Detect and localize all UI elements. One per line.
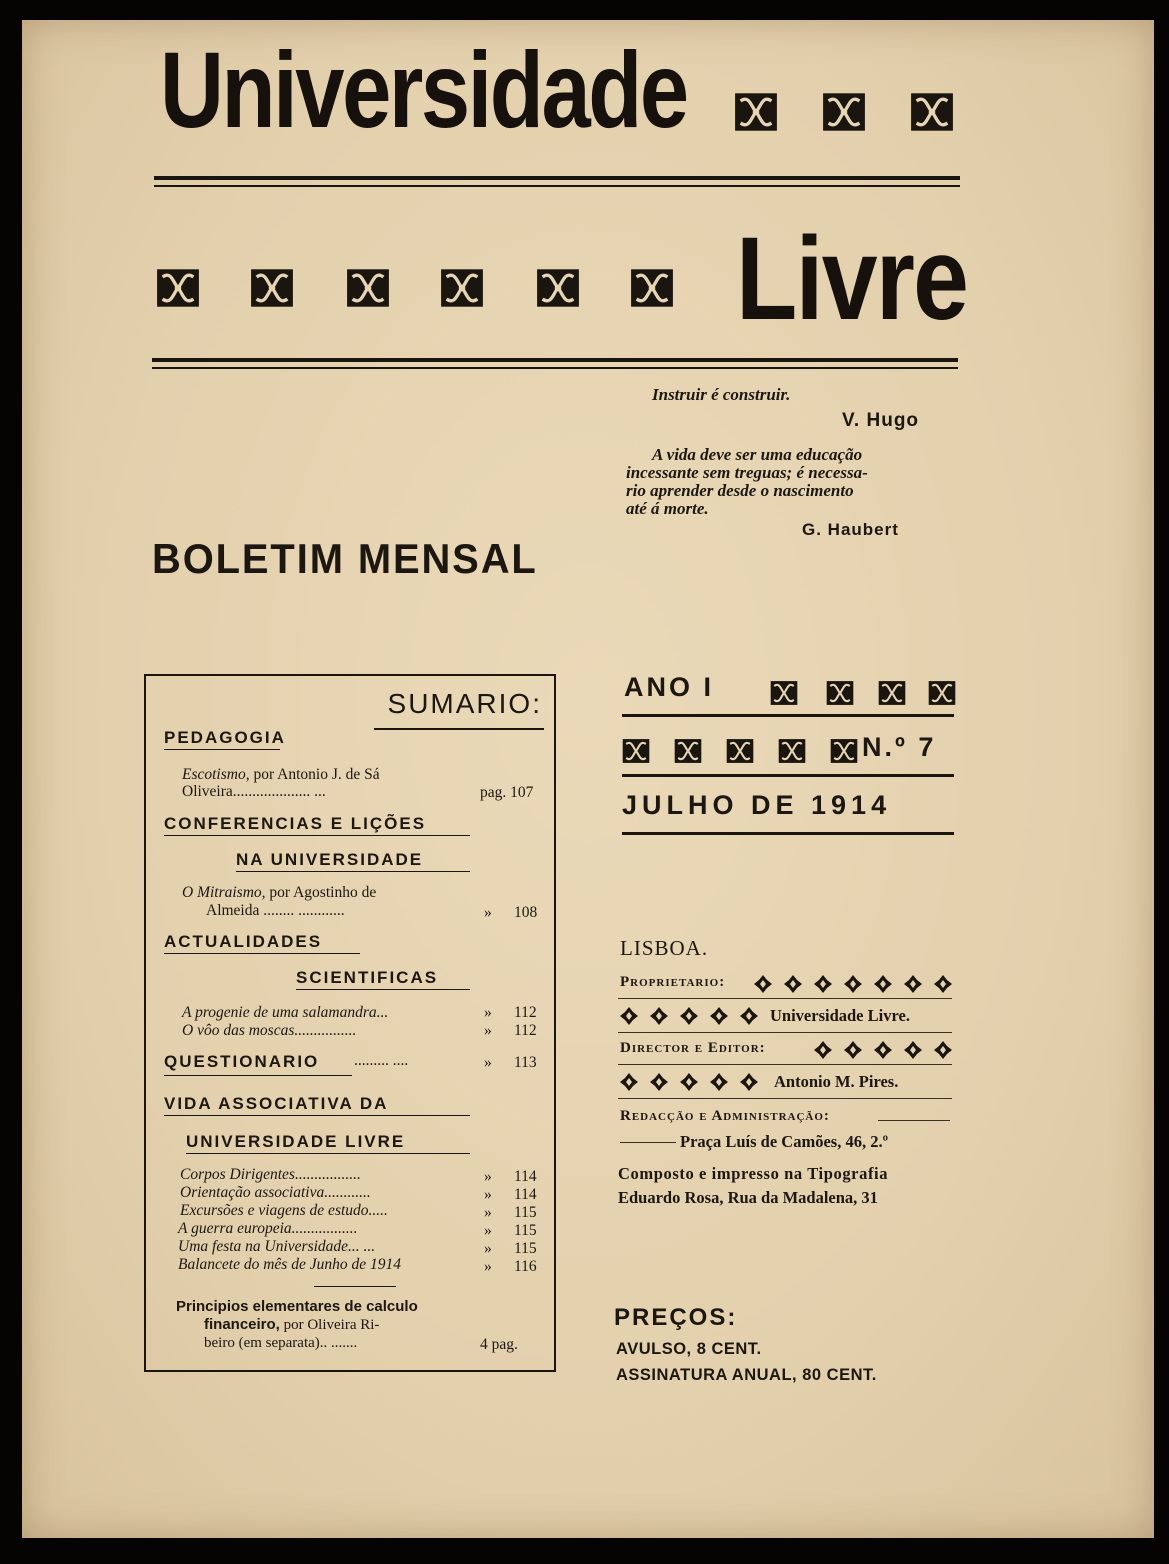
cross-ornament-icon [754,974,954,994]
fleuron-ornament-icon [536,268,580,308]
fleuron-ornament-icon [440,268,484,308]
toc-mark: » [484,1204,492,1221]
toc-dots: ......... .... [354,1052,409,1069]
divider [164,953,360,954]
fleuron-ornament-icon [878,680,906,706]
toc-entry: Escotismo, por Antonio J. de Sá [182,766,380,783]
cross-ornament-icon [620,1006,760,1026]
toc-entry-line2: Almeida ........ ............ [206,902,345,919]
toc-page: 112 [514,1022,537,1039]
cross-ornaments [620,1072,760,1092]
divider [878,1120,950,1121]
toc-page: 113 [514,1054,537,1071]
toc-entry: O vôo das moscas................ [182,1022,357,1039]
toc-section-heading: ACTUALIDADES [164,932,323,951]
epigraph-text: Instruir é construir. [652,385,791,404]
cross-ornament-icon [814,1040,954,1060]
toc-mark: » [484,1022,492,1039]
epigraph-author: G. Haubert [802,520,899,539]
toc-section-heading: SCIENTIFICAS [296,968,439,987]
toc-page: 115 [514,1204,537,1221]
divider [164,749,280,750]
price-single: AVULSO, 8 CENT. [616,1340,762,1358]
divider [164,1115,470,1116]
director: Antonio M. Pires. [774,1072,899,1091]
toc-page: 114 [514,1168,537,1185]
toc-entry: Orientação associativa............ [180,1184,371,1201]
director-label: Director e Editor: [620,1040,766,1056]
toc-page: 115 [514,1222,537,1239]
subtitle: BOLETIM MENSAL [152,535,538,582]
toc-page: pag. 107 [480,784,534,801]
toc-section-heading: QUESTIONARIO [164,1052,320,1071]
fleuron-ornament-icon [928,680,956,706]
toc-page: 114 [514,1186,537,1203]
page [22,20,1154,1538]
divider [618,1032,952,1033]
toc-mark: » [484,904,492,921]
toc-entry: Uma festa na Universidade... ... [178,1238,376,1255]
prices-title: PREÇOS: [614,1304,738,1331]
toc-entry: Balancete do mês de Junho de 1914 [178,1256,401,1273]
divider [618,1098,952,1099]
fleuron-ornament-icon [622,738,650,764]
toc-section-heading: CONFERENCIAS E LIÇÕES [164,814,427,833]
fleuron-ornament-icon [726,738,754,764]
fleuron-ornament-icon [346,268,390,308]
fleuron-ornament-icon [822,92,866,132]
fleuron-ornament-icon [778,738,806,764]
price-annual: ASSINATURA ANUAL, 80 CENT. [616,1366,877,1384]
toc-mark: » [484,1240,492,1257]
divider [314,1286,396,1287]
toc-section-heading: NA UNIVERSIDADE [236,850,424,869]
fleuron-ornament-icon [734,92,778,132]
fleuron-ornament-icon [630,268,674,308]
fleuron-ornament-icon [830,738,858,764]
city: LISBOA. [620,936,709,960]
toc-entry: A guerra europeia................. [178,1220,358,1237]
toc-page: 116 [514,1258,537,1275]
divider [186,1153,470,1154]
toc-supplement: Principios elementares de calculo financeiro, por Oliveira Ri- beiro (em separata).. ....... [176,1298,418,1351]
toc-entry: Corpos Dirigentes................. [180,1166,361,1183]
rule [622,714,954,717]
rule [622,832,954,835]
divider [236,871,470,872]
cross-ornament-icon [620,1072,760,1092]
cross-ornaments [754,974,954,994]
toc-section-heading: VIDA ASSOCIATIVA DA [164,1094,389,1113]
toc-entry: O Mitraismo, por Agostinho de [182,884,377,901]
toc-section-heading: UNIVERSIDADE LIVRE [186,1132,406,1151]
printer-line: Composto e impresso na Tipografia [618,1164,889,1183]
toc-page: 108 [514,904,538,921]
epigraph-text: A vida deve ser uma educação incessante sem treguas; é necessa- rio aprender desde o nascimento até á morte. [626,445,868,518]
toc-page: 115 [514,1240,537,1257]
redaccao-address: Praça Luís de Camões, 46, 2.º [680,1132,889,1151]
toc-mark: » [484,1222,492,1239]
toc-mark: » [484,1186,492,1203]
table-of-contents [144,674,556,1372]
toc-mark: » [484,1168,492,1185]
rule [622,774,954,777]
toc-section-heading: PEDAGOGIA [164,728,286,747]
divider [164,835,470,836]
masthead-title-line2: Livre [736,213,968,345]
fleuron-ornament-icon [826,680,854,706]
issue-number: N.º 7 [862,732,937,762]
toc-mark: » [484,1004,492,1021]
fleuron-ornament-icon [674,738,702,764]
proprietario-label: Proprietario: [620,974,726,990]
masthead-rule [154,176,960,180]
toc-page: 112 [514,1004,537,1021]
issue-year: ANO I [624,672,715,702]
masthead-rule [152,358,958,362]
epigraph-author: V. Hugo [842,410,920,431]
divider [618,1064,952,1065]
fleuron-ornament-icon [156,268,200,308]
toc-mark: » [484,1258,492,1275]
fleuron-ornament-icon [770,680,798,706]
toc-title: SUMARIO: [387,688,542,719]
divider [296,989,470,990]
cross-ornaments [620,1006,760,1026]
divider [620,1142,676,1143]
toc-entry-line2: Oliveira.................... ... [182,783,326,800]
fleuron-ornament-icon [910,92,954,132]
toc-entry: Excursões e viagens de estudo..... [180,1202,388,1219]
proprietario: Universidade Livre. [770,1006,910,1025]
redaccao-label: Redacção e Administração: [620,1108,830,1124]
toc-entry: A progenie de uma salamandra... [182,1004,389,1021]
divider [618,998,952,999]
toc-page: 4 pag. [480,1336,518,1353]
printer-line: Eduardo Rosa, Rua da Madalena, 31 [618,1188,878,1207]
issue-date: JULHO DE 1914 [622,790,892,820]
toc-mark: » [484,1054,492,1071]
divider [164,1075,352,1076]
masthead-title-line1: Universidade [160,29,687,150]
fleuron-ornament-icon [250,268,294,308]
divider [374,728,544,730]
cross-ornaments [814,1040,954,1060]
